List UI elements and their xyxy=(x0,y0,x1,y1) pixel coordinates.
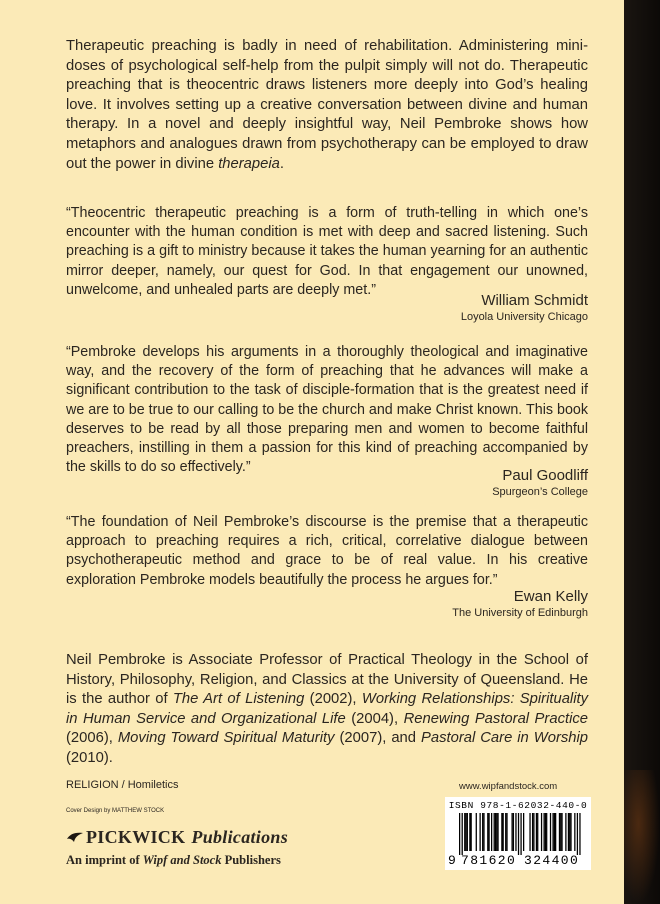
barcode-bar xyxy=(574,813,575,851)
endorsement-attribution xyxy=(300,588,588,620)
barcode-bar xyxy=(536,813,537,851)
barcode-bar xyxy=(494,813,495,851)
barcode-bar xyxy=(543,813,544,851)
barcode-bar xyxy=(491,813,492,851)
barcode-bar xyxy=(579,813,580,855)
barcode-bar xyxy=(483,813,484,851)
book-title: Renewing Pastoral Practice xyxy=(403,710,589,727)
endorser-affiliation: Spurgeon’s College xyxy=(492,486,588,498)
description-text: Therapeutic preaching is badly in need of rehabilitation. Administering mini-doses of psychological self-help from the pulpit simply will not do. Therapeutic preaching that is theocentric draws listeners more deeply into God’s healing love. It involves setting up a creative conversation between divine and human therapy. In a novel and deeply insightful way, Neil Pembroke shows how metaphors and analogues drawn from psychotherapy can be employed to draw out the power in divine xyxy=(66,38,588,172)
barcode-bar xyxy=(577,813,578,855)
bio-text: (2002), xyxy=(304,691,362,708)
author-name: Neil Pembroke xyxy=(66,652,166,668)
imprint-prefix: An imprint of xyxy=(66,853,143,867)
bio-text: (2004), xyxy=(345,710,404,727)
barcode-bar xyxy=(495,813,496,851)
ean-right-group: 324400 xyxy=(524,853,580,868)
barcode-bar xyxy=(545,813,546,851)
barcode-bar xyxy=(479,813,480,851)
author-bio xyxy=(66,651,588,769)
barcode-bar xyxy=(471,813,472,851)
endorser-affiliation: Loyola University Chicago xyxy=(460,311,588,323)
endorser-name: William Schmidt xyxy=(481,292,588,309)
barcode-bar xyxy=(555,813,556,851)
bio-text: (2006), xyxy=(66,730,118,747)
barcode-bar xyxy=(511,813,512,851)
barcode-bar xyxy=(537,813,538,851)
endorser-name: Ewan Kelly xyxy=(513,588,588,605)
barcode-bar xyxy=(561,813,562,851)
barcode-bar xyxy=(532,813,533,851)
barcode-bar xyxy=(505,813,506,851)
barcode-bar xyxy=(496,813,497,851)
endorsement-quote: “Theocentric therapeutic preaching is a form of truth-telling in which one’s encounter with the human condition is met with deep and sacred listening. Such preaching is a gift to ministry because it takes the human yearning for an authentic mirror deeper, namely, our quest for God. In that engagement our unowned, unwelcome, and unhealed parts are deeply met.” xyxy=(66,205,588,298)
barcode-bar xyxy=(462,813,463,855)
bird-logo-icon xyxy=(66,830,84,844)
barcode-bar xyxy=(541,813,542,851)
barcode-bar xyxy=(554,813,555,851)
publisher-name: PICKWICK xyxy=(86,827,186,847)
description-end: . xyxy=(279,155,285,172)
barcode-bar xyxy=(459,813,460,855)
barcode-bar xyxy=(506,813,507,851)
endorser-affiliation: The University of Edinburgh xyxy=(452,607,588,619)
barcode-bar xyxy=(488,813,489,851)
book-description xyxy=(66,37,588,174)
barcode-bar xyxy=(518,813,519,855)
book-title: Working Relationships: Spirituality in Human Service and Organizational Life xyxy=(66,691,589,727)
book-title: The Art of Listening xyxy=(172,691,305,708)
barcode-bar xyxy=(497,813,498,851)
book-title: Moving Toward Spiritual Maturity xyxy=(117,730,335,747)
barcode-bar xyxy=(503,813,504,851)
imprint-line xyxy=(66,852,326,868)
isbn-barcode xyxy=(445,797,591,870)
imprint-suffix: Publishers xyxy=(221,853,281,867)
endorsement-quote: “The foundation of Neil Pembroke’s discourse is the premise that a therapeutic approach to preaching requires a rich, critical, correlative dialogue between psychotherapeutic method and grace to be of real value. In his creative exploration Pembroke models beautifully the process he argues for.” xyxy=(66,514,588,588)
publisher-name-italic: Publications xyxy=(191,827,289,847)
barcode-bar xyxy=(546,813,547,851)
endorser-name: Paul Goodliff xyxy=(502,467,588,484)
barcode-bar xyxy=(552,813,553,851)
endorsement-quote: “Pembroke develops his arguments in a thoroughly theological and imaginative way, and the recovery of the form of preaching that he advances will make a significant contribution to the task of disciple-formation that is the greatest need if we are to be true to our calling to be the church and make Christ known. This book deserves to be read by all those preparing men and women to become faithful preachers, instilling in them a passion for this kind of preaching accompanied by the skills to do so effectively.” xyxy=(66,344,588,476)
bio-text: is Associate Professor of Practical Theology in the School of History, Philosophy, Religion, and Classics at the University of Queensland. He is the author of xyxy=(66,652,588,708)
barcode-bar xyxy=(550,813,551,851)
bio-text: (2010). xyxy=(66,749,113,766)
barcode-bar xyxy=(515,813,516,851)
publisher-website: www.wipfandstock.com xyxy=(459,781,558,792)
cover-design-credit: Cover Design by MATTHEW STOCK xyxy=(66,808,165,814)
barcode-bar xyxy=(464,813,465,851)
endorsement-attribution xyxy=(300,467,588,499)
barcode-bar xyxy=(482,813,483,851)
imprint-parent: Wipf and Stock xyxy=(142,853,222,867)
spine-edge xyxy=(624,0,660,904)
description-italic-term: therapeia xyxy=(218,155,280,172)
barcode-bar xyxy=(569,813,570,851)
barcode-bar xyxy=(523,813,524,851)
barcode-bar xyxy=(513,813,514,851)
endorsement-attribution xyxy=(300,292,588,324)
barcode-bar xyxy=(520,813,521,855)
barcode-bar xyxy=(465,813,466,851)
publisher-logo xyxy=(66,826,326,868)
barcode-bar xyxy=(501,813,502,851)
barcode-bar xyxy=(568,813,569,851)
barcode-bar xyxy=(476,813,477,851)
barcode-bar xyxy=(469,813,470,851)
ean-first-digit: 9 xyxy=(448,853,456,868)
barcode-bar xyxy=(565,813,566,851)
bio-text: (2007), and xyxy=(334,730,421,747)
barcode-bar xyxy=(559,813,560,851)
ean-left-group: 781620 xyxy=(461,853,517,868)
subject-category: RELIGION / Homiletics xyxy=(66,779,179,791)
book-title: Pastoral Care in Worship xyxy=(420,730,589,747)
barcode-bar xyxy=(533,813,534,851)
barcode-bar xyxy=(529,813,530,851)
barcode-bar xyxy=(467,813,468,851)
barcode-bar xyxy=(570,813,571,851)
spine-glow xyxy=(624,770,660,904)
barcode-bars xyxy=(449,813,587,855)
isbn-label: ISBN 978-1-62032-440-0 xyxy=(448,800,588,811)
barcode-bar xyxy=(487,813,488,851)
barcode-bar xyxy=(560,813,561,851)
